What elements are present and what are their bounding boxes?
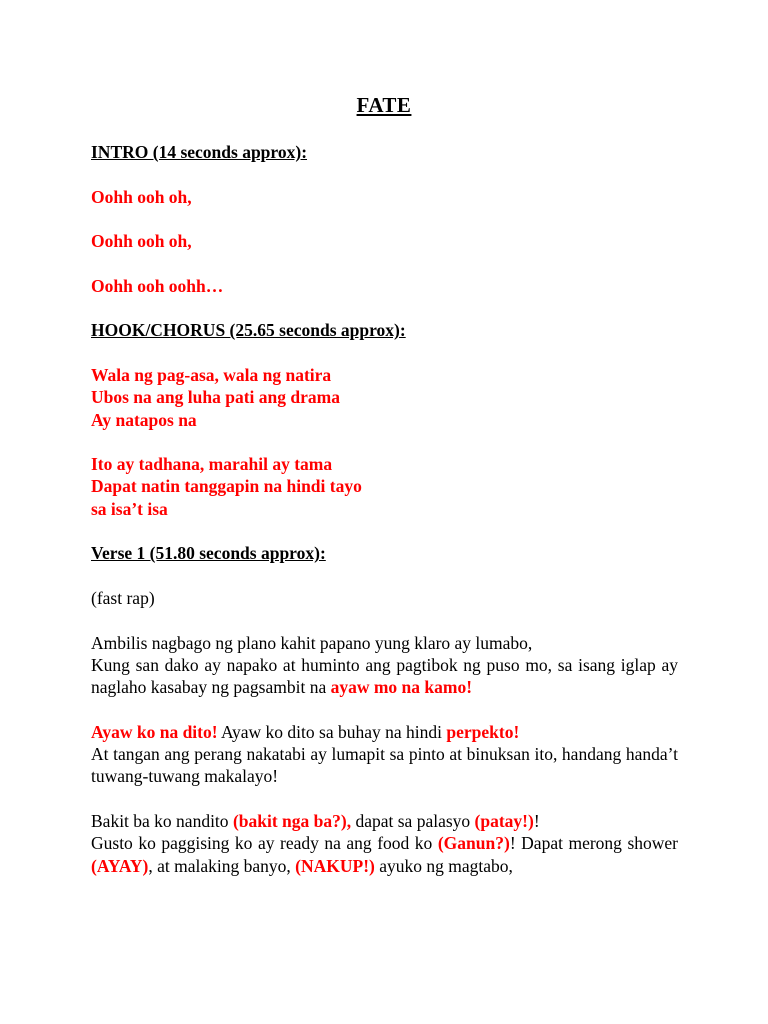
intro-heading: INTRO (14 seconds approx): bbox=[91, 142, 308, 162]
verse1-text: ayuko ng magtabo, bbox=[374, 855, 513, 876]
verse1-paragraph: At tangan ang perang nakatabi ay lumapit sa pinto at binuksan ito, handang handa’t tuwang-tuwang makalayo! bbox=[91, 744, 678, 787]
hook-line: Dapat natin tanggapin na hindi tayo bbox=[91, 476, 362, 497]
hook-line: Ito ay tadhana, marahil ay tama bbox=[91, 454, 333, 475]
verse1-text: Gusto ko paggising ko ay ready na ang food ko bbox=[91, 833, 438, 854]
verse1-red-text: Ayaw ko na dito! bbox=[91, 721, 218, 742]
verse1-text: dapat sa palasyo bbox=[351, 810, 475, 831]
hook-line: Ay natapos na bbox=[91, 409, 197, 430]
verse1-line bbox=[91, 721, 678, 743]
verse1-red-text: (bakit nga ba?), bbox=[232, 810, 352, 831]
verse1-line: Ambilis nagbago ng plano kahit papano yung klaro ay lumabo, bbox=[91, 632, 533, 653]
verse1-red-text: (Ganun?) bbox=[437, 833, 510, 854]
verse1-red-text: perpekto! bbox=[446, 721, 520, 742]
verse1-text: ! Dapat merong shower bbox=[509, 833, 678, 854]
hook-line: Wala ng pag-asa, wala ng natira bbox=[91, 364, 332, 385]
verse1-heading: Verse 1 (51.80 seconds approx): bbox=[91, 543, 326, 564]
hook-line: sa isa’t isa bbox=[91, 498, 168, 519]
verse1-text: Bakit ba ko nandito bbox=[91, 810, 233, 831]
verse1-red-text: (NAKUP!) bbox=[295, 855, 375, 876]
intro-line: Oohh ooh oh, bbox=[91, 231, 192, 252]
hook-line: Ubos na ang luha pati ang drama bbox=[91, 387, 340, 408]
verse1-paragraph bbox=[91, 654, 678, 699]
verse1-text: ! bbox=[533, 810, 540, 831]
intro-line: Oohh ooh oh, bbox=[91, 186, 192, 207]
verse1-text: Ayaw ko dito sa buhay na hindi bbox=[217, 721, 447, 742]
verse1-text: Kung san dako ay napako at huminto ang pagtibok ng puso mo, sa isang iglap ay naglaho kasabay ng pagsambit na bbox=[91, 654, 678, 698]
lyrics-body bbox=[91, 141, 678, 877]
verse1-text: , at malaking banyo, bbox=[148, 855, 296, 876]
verse1-red-text: (AYAY) bbox=[91, 855, 149, 876]
verse1-red-text: ayaw mo na kamo! bbox=[330, 677, 473, 698]
intro-line: Oohh ooh oohh… bbox=[91, 275, 224, 296]
document-title: FATE bbox=[356, 93, 412, 117]
verse1-line bbox=[91, 810, 678, 832]
verse1-paragraph bbox=[91, 832, 678, 877]
verse1-note: (fast rap) bbox=[91, 587, 155, 608]
verse1-red-text: (patay!) bbox=[474, 810, 534, 831]
hook-heading: HOOK/CHORUS (25.65 seconds approx): bbox=[91, 320, 406, 341]
